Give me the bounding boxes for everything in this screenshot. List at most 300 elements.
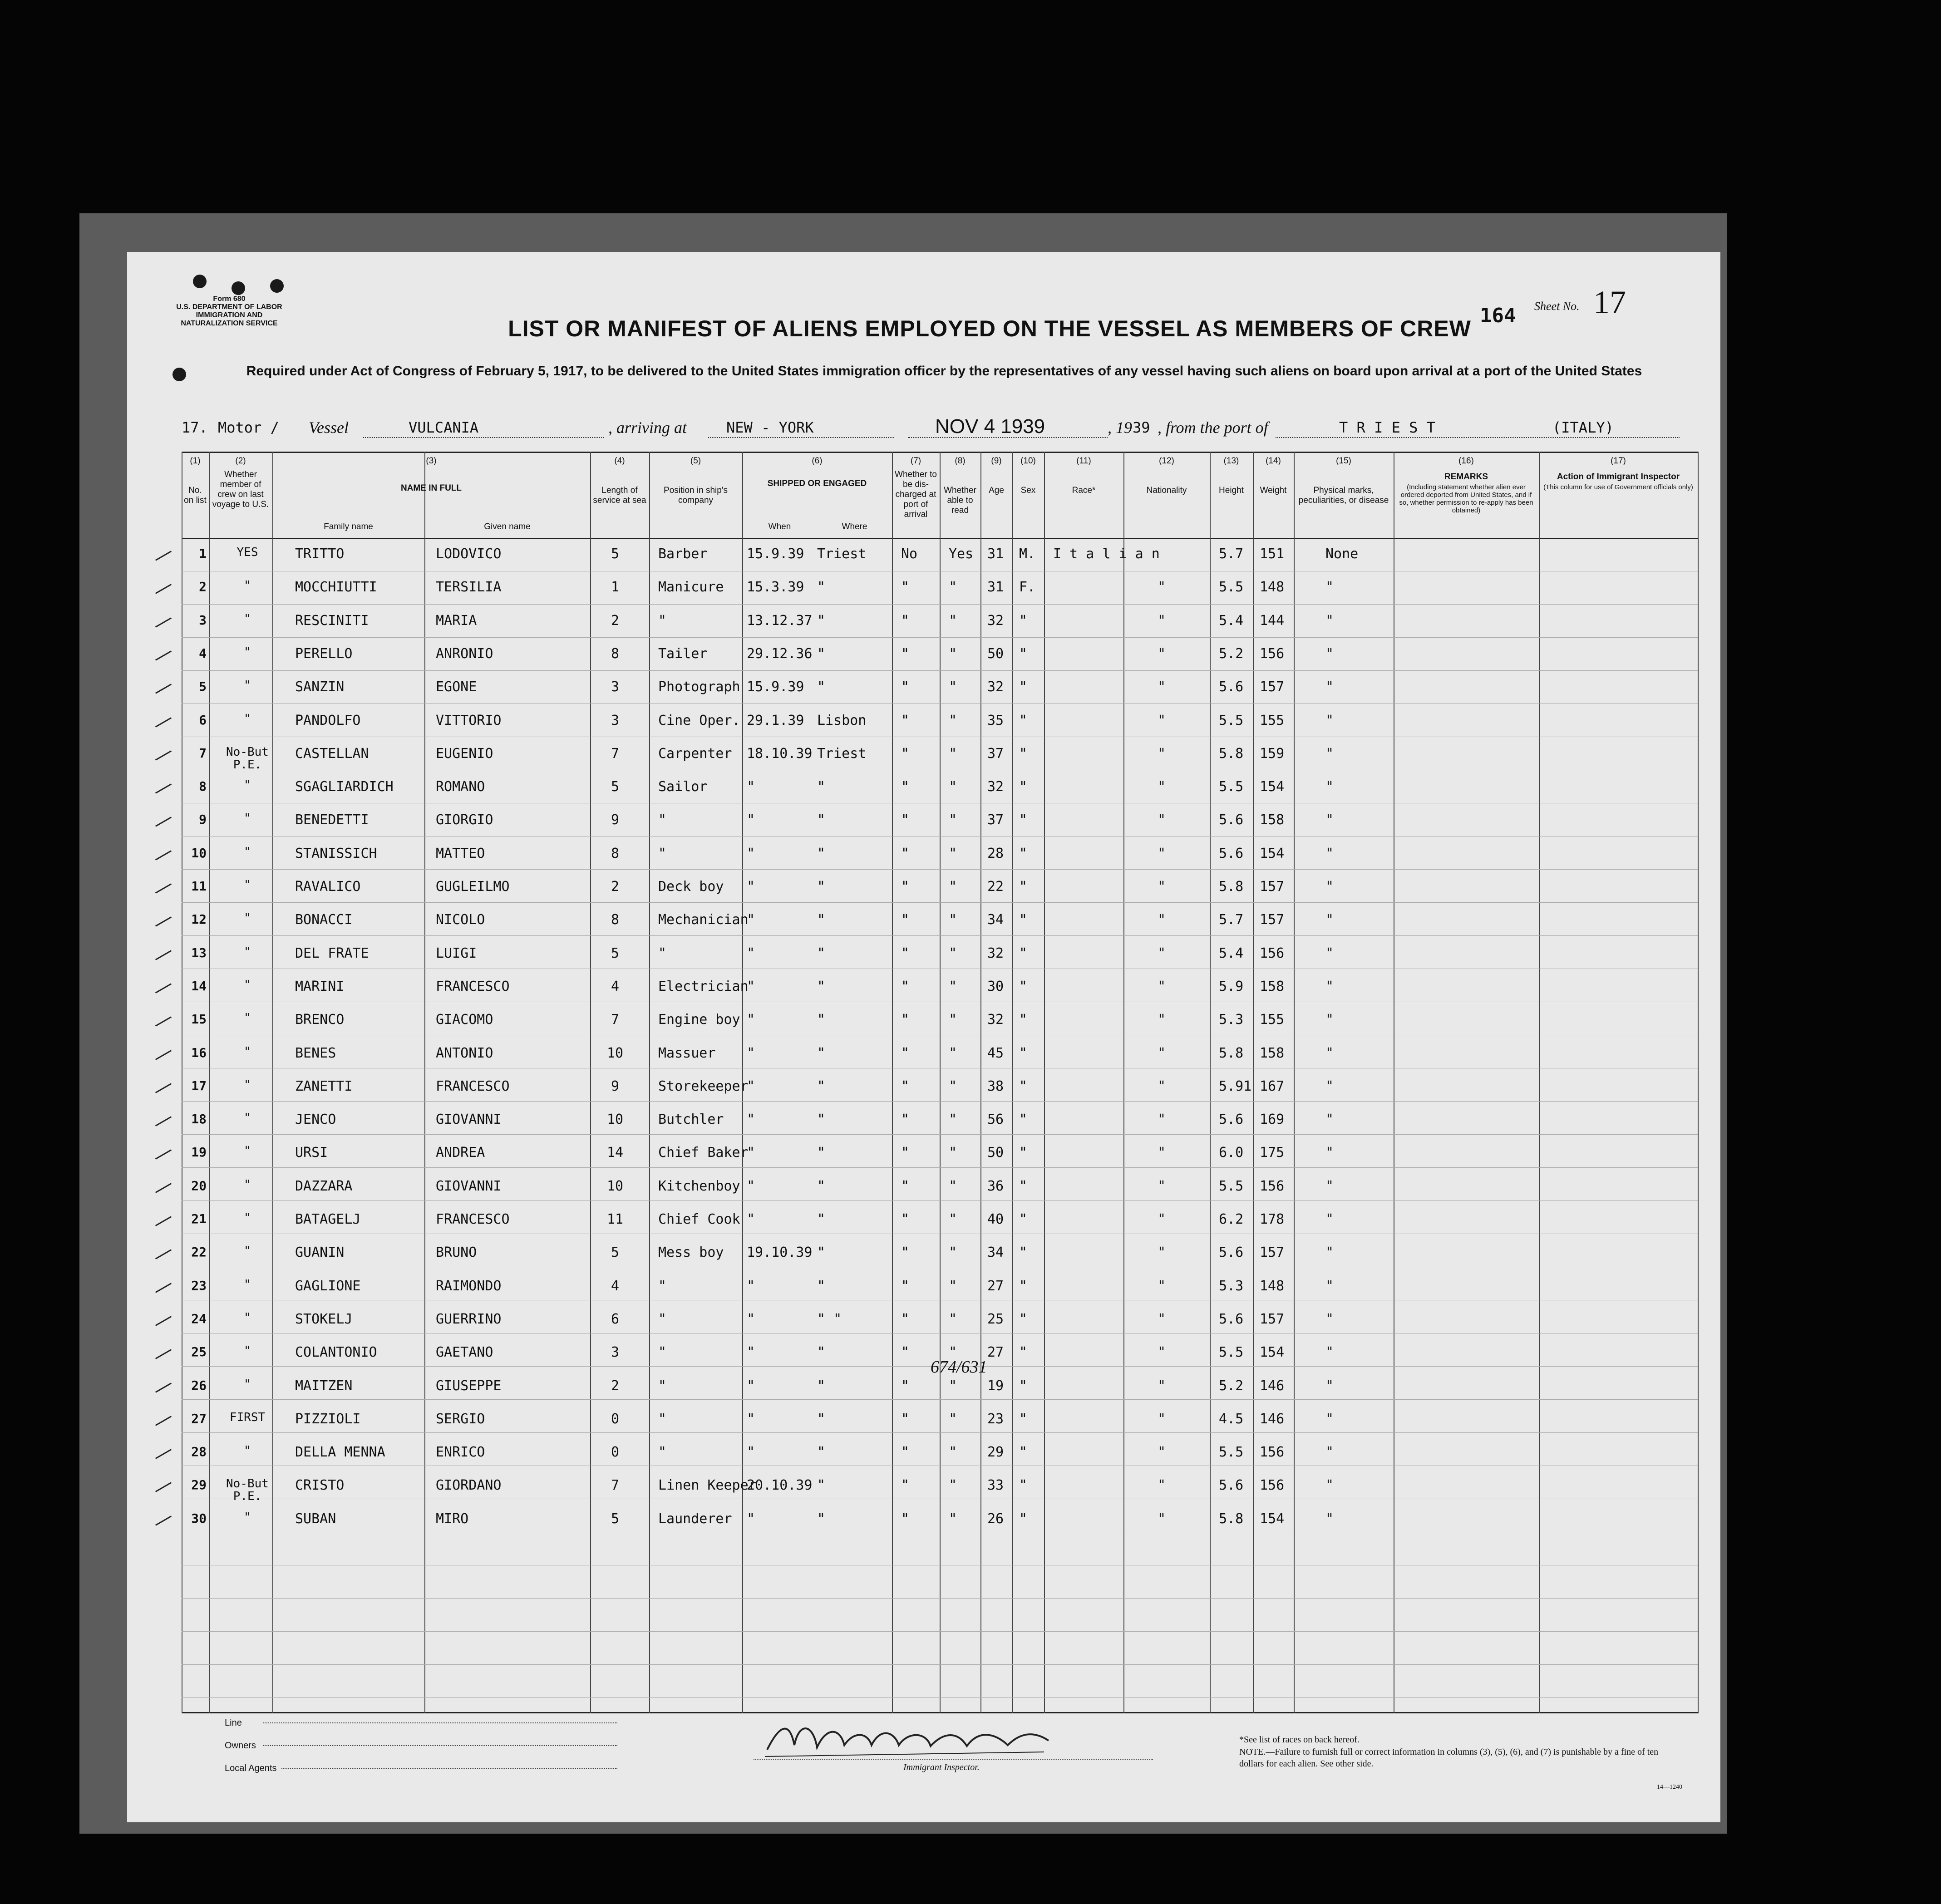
cell-sex: " xyxy=(1019,679,1028,695)
header-c12-number: (12) xyxy=(1159,456,1174,466)
cell-family: DELLA MENNA xyxy=(295,1444,385,1461)
cell-disch: " xyxy=(901,945,910,961)
cell-marks: " xyxy=(1325,1510,1334,1527)
vessel-name-line xyxy=(363,419,604,438)
cell-marks: " xyxy=(1325,1444,1334,1461)
cell-when: 18.10.39 xyxy=(747,745,813,762)
check-mark xyxy=(155,783,172,794)
cell-marks: " xyxy=(1325,1078,1334,1094)
cell-where: " xyxy=(817,1211,826,1227)
cell-crew: " xyxy=(244,645,251,659)
cell-service: 14 xyxy=(606,1145,624,1161)
header-family-name: Family name xyxy=(324,522,373,531)
cell-nat: " xyxy=(1158,779,1166,795)
cell-marks: " xyxy=(1325,1112,1334,1128)
cell-disch: " xyxy=(901,1112,910,1128)
cell-family: CASTELLAN xyxy=(295,745,369,762)
manifest-sheet xyxy=(127,252,1720,1822)
header-where: Where xyxy=(842,522,867,531)
header-c2-number: (2) xyxy=(235,456,246,466)
cell-height: 5.6 xyxy=(1219,1245,1244,1261)
cell-weight: 154 xyxy=(1260,779,1285,795)
column-rule xyxy=(1012,452,1013,1713)
cell-marks: " xyxy=(1325,945,1334,961)
cell-service: 8 xyxy=(611,645,620,662)
cell-marks: " xyxy=(1325,1378,1334,1394)
row-number: 17 xyxy=(191,1078,207,1093)
cell-nat: " xyxy=(1158,645,1166,662)
cell-nat: " xyxy=(1158,845,1166,861)
cell-where: " xyxy=(817,1178,826,1194)
cell-sex: " xyxy=(1019,1411,1028,1427)
arrival-port: NEW - YORK xyxy=(726,419,814,436)
cell-crew: " xyxy=(244,1177,251,1191)
cell-weight: 144 xyxy=(1260,612,1285,629)
cell-where: " xyxy=(817,1045,826,1061)
cell-sex: " xyxy=(1019,1278,1028,1294)
row-rule xyxy=(182,1134,1698,1135)
cell-age: 37 xyxy=(987,745,1004,762)
check-mark xyxy=(155,750,172,761)
cell-nat: " xyxy=(1158,1510,1166,1527)
cell-read: " xyxy=(949,1245,957,1261)
cell-height: 5.8 xyxy=(1219,879,1244,895)
check-mark xyxy=(155,650,172,661)
cell-when: " xyxy=(747,1211,755,1227)
cell-marks: " xyxy=(1325,1045,1334,1061)
cell-given: GIUSEPPE xyxy=(436,1378,502,1394)
row-number: 15 xyxy=(191,1012,207,1027)
cell-age: 26 xyxy=(987,1510,1004,1527)
cell-marks: " xyxy=(1325,779,1334,795)
cell-when: 13.12.37 xyxy=(747,612,813,629)
cell-sex: " xyxy=(1019,912,1028,928)
header-c9-number: (9) xyxy=(991,456,1002,466)
cell-disch: " xyxy=(901,1012,910,1028)
cell-weight: 178 xyxy=(1260,1211,1285,1227)
cell-marks: " xyxy=(1325,1278,1334,1294)
cell-weight: 158 xyxy=(1260,812,1285,828)
cell-height: 5.5 xyxy=(1219,1178,1244,1194)
check-mark xyxy=(155,950,172,960)
cell-read: " xyxy=(949,579,957,595)
header-c15-label: Physical marks, peculiarities, or disease xyxy=(1298,486,1389,505)
arriving-label: , arriving at xyxy=(608,418,687,437)
signature-scribble xyxy=(763,1713,1058,1763)
form-number: Form 680 xyxy=(213,295,246,303)
header-c13-number: (13) xyxy=(1223,456,1239,466)
cell-height: 5.91 xyxy=(1219,1078,1252,1094)
cell-age: 40 xyxy=(987,1211,1004,1227)
cell-family: SGAGLIARDICH xyxy=(295,779,394,795)
cell-crew: " xyxy=(244,1011,251,1025)
row-number: 12 xyxy=(191,912,207,927)
check-mark xyxy=(155,717,172,728)
cell-age: 32 xyxy=(987,779,1004,795)
cell-age: 22 xyxy=(987,879,1004,895)
cell-given: BRUNO xyxy=(436,1245,477,1261)
cell-family: TRITTO xyxy=(295,546,345,562)
cell-service: 2 xyxy=(611,879,620,895)
cell-family: BATAGELJ xyxy=(295,1211,361,1227)
row-rule xyxy=(182,1432,1698,1433)
row-number: 29 xyxy=(191,1477,207,1493)
cell-sex: " xyxy=(1019,1078,1028,1094)
races-note: *See list of races on back hereof. xyxy=(1239,1735,1360,1745)
cell-service: 2 xyxy=(611,1378,620,1394)
year-value: 39 xyxy=(1133,419,1150,436)
row-rule xyxy=(182,902,1698,903)
sheet-stamp: 164 xyxy=(1480,304,1516,327)
row-number: 13 xyxy=(191,945,207,960)
cell-read: " xyxy=(949,779,957,795)
check-mark xyxy=(155,1150,172,1160)
cell-weight: 156 xyxy=(1260,1178,1285,1194)
cell-age: 27 xyxy=(987,1278,1004,1294)
cell-disch: " xyxy=(901,1444,910,1461)
cell-age: 27 xyxy=(987,1344,1004,1361)
cell-position: Launderer xyxy=(658,1510,732,1527)
row-rule xyxy=(182,1399,1698,1400)
cell-where: " xyxy=(817,1344,826,1361)
cell-where: " xyxy=(817,1245,826,1261)
cell-disch: " xyxy=(901,879,910,895)
cell-nat: " xyxy=(1158,912,1166,928)
cell-where: " xyxy=(817,1112,826,1128)
cell-service: 5 xyxy=(611,779,620,795)
cell-crew: " xyxy=(244,1310,251,1324)
cell-sex: " xyxy=(1019,1311,1028,1327)
cell-disch: No xyxy=(901,546,918,562)
cell-given: ROMANO xyxy=(436,779,485,795)
vessel-label: Vessel xyxy=(309,418,349,437)
cell-age: 32 xyxy=(987,945,1004,961)
cell-sex: " xyxy=(1019,1211,1028,1227)
cell-height: 5.6 xyxy=(1219,845,1244,861)
column-rule xyxy=(940,452,941,1713)
cell-position: Massuer xyxy=(658,1045,716,1061)
cell-position: Butchler xyxy=(658,1112,724,1128)
cell-when: " xyxy=(747,1344,755,1361)
cell-where: " xyxy=(817,612,826,629)
cell-weight: 157 xyxy=(1260,912,1285,928)
cell-where: Triest xyxy=(817,745,867,762)
cell-read: " xyxy=(949,879,957,895)
cell-given: NICOLO xyxy=(436,912,485,928)
cell-nat: " xyxy=(1158,1245,1166,1261)
cell-read: " xyxy=(949,745,957,762)
check-mark xyxy=(155,1349,172,1359)
row-number: 6 xyxy=(199,712,207,728)
column-rule xyxy=(980,452,981,1713)
cell-where: " xyxy=(817,1411,826,1427)
cell-disch: " xyxy=(901,745,910,762)
cell-race: I t a l i a n xyxy=(1053,546,1160,562)
punch-hole xyxy=(193,275,207,288)
header-c14-label: Weight xyxy=(1260,486,1287,495)
cell-position: Cine Oper. xyxy=(658,712,740,728)
header-c7-number: (7) xyxy=(910,456,921,466)
cell-crew: No-But P.E. xyxy=(226,745,269,772)
cell-age: 37 xyxy=(987,812,1004,828)
cell-weight: 167 xyxy=(1260,1078,1285,1094)
cell-service: 5 xyxy=(611,1245,620,1261)
row-number: 21 xyxy=(191,1211,207,1226)
cell-given: GIACOMO xyxy=(436,1012,493,1028)
row-number: 25 xyxy=(191,1344,207,1360)
header-c10-label: Sex xyxy=(1020,486,1036,495)
cell-position: Electrician xyxy=(658,978,749,994)
cell-nat: " xyxy=(1158,1378,1166,1394)
cell-disch: " xyxy=(901,1411,910,1427)
cell-weight: 157 xyxy=(1260,1245,1285,1261)
row-number: 18 xyxy=(191,1112,207,1127)
check-mark xyxy=(155,1382,172,1393)
header-c15-number: (15) xyxy=(1336,456,1351,466)
document-subtitle: Required under Act of Congress of February 5, 1917, to be delivered to the United States immigration officer by the representatives of any vessel having such aliens on board upon arrival at a port of the United States xyxy=(246,364,1642,379)
cell-given: ANTONIO xyxy=(436,1045,493,1061)
cell-height: 5.5 xyxy=(1219,1344,1244,1361)
cell-where: " xyxy=(817,1510,826,1527)
cell-age: 30 xyxy=(987,978,1004,994)
cell-nat: " xyxy=(1158,1344,1166,1361)
cell-age: 50 xyxy=(987,1145,1004,1161)
cell-when: 20.10.39 xyxy=(747,1477,813,1494)
cell-sex: " xyxy=(1019,612,1028,629)
header-c16-detail: (Including statement whether alien ever ordered deported from United States, and if so, whether permission to re-apply has been obtained) xyxy=(1399,483,1533,514)
cell-crew: " xyxy=(244,1377,251,1391)
cell-position: Kitchenboy xyxy=(658,1178,740,1194)
column-rule xyxy=(424,452,425,1713)
cell-position: " xyxy=(658,1344,667,1361)
cell-nat: " xyxy=(1158,712,1166,728)
penalty-note: NOTE.—Failure to furnish full or correct information in columns (3), (5), (6), and (7) is punishable by a fine of ten dollars for each alien. See other side. xyxy=(1239,1747,1659,1769)
cell-service: 10 xyxy=(606,1178,624,1194)
cell-service: 3 xyxy=(611,679,620,695)
sheet-number-label: Sheet No. xyxy=(1534,300,1580,313)
cell-age: 32 xyxy=(987,1012,1004,1028)
cell-weight: 156 xyxy=(1260,1444,1285,1461)
check-mark xyxy=(155,1216,172,1226)
cell-sex: " xyxy=(1019,879,1028,895)
cell-when: " xyxy=(747,1411,755,1427)
cell-age: 34 xyxy=(987,912,1004,928)
cell-crew: " xyxy=(244,1277,251,1291)
cell-read: " xyxy=(949,1078,957,1094)
cell-sex: " xyxy=(1019,1510,1028,1527)
cell-nat: " xyxy=(1158,945,1166,961)
cell-disch: " xyxy=(901,712,910,728)
cell-where: " xyxy=(817,779,826,795)
cell-family: STOKELJ xyxy=(295,1311,353,1327)
row-rule xyxy=(182,1631,1698,1632)
vessel-prefix: 17. xyxy=(182,419,208,436)
cell-family: MARINI xyxy=(295,978,345,994)
cell-sex: " xyxy=(1019,945,1028,961)
cell-read: " xyxy=(949,945,957,961)
cell-crew: " xyxy=(244,579,251,593)
cell-age: 29 xyxy=(987,1444,1004,1461)
cell-family: DAZZARA xyxy=(295,1178,353,1194)
header-c8-label: Whether able to read xyxy=(944,486,976,515)
cell-weight: 148 xyxy=(1260,579,1285,595)
row-number: 28 xyxy=(191,1444,207,1460)
cell-where: " xyxy=(817,812,826,828)
cell-given: VITTORIO xyxy=(436,712,502,728)
year-label: , 19 xyxy=(1108,418,1132,437)
cell-family: RESCINITI xyxy=(295,612,369,629)
header-c5-number: (5) xyxy=(690,456,701,466)
cell-nat: " xyxy=(1158,879,1166,895)
cell-crew: " xyxy=(244,978,251,992)
cell-position: Tailer xyxy=(658,645,708,662)
cell-height: 5.6 xyxy=(1219,812,1244,828)
cell-height: 5.3 xyxy=(1219,1012,1244,1028)
cell-position: " xyxy=(658,1278,667,1294)
cell-family: BENES xyxy=(295,1045,336,1061)
check-mark xyxy=(155,1183,172,1193)
document-title: LIST OR MANIFEST OF ALIENS EMPLOYED ON THE VESSEL AS MEMBERS OF CREW xyxy=(508,316,1471,341)
cell-read: " xyxy=(949,1012,957,1028)
cell-disch: " xyxy=(901,1378,910,1394)
cell-family: GUANIN xyxy=(295,1245,345,1261)
cell-crew: " xyxy=(244,679,251,693)
footer-line-label: Line xyxy=(225,1718,242,1728)
cell-read: " xyxy=(949,645,957,662)
cell-where: " xyxy=(817,1145,826,1161)
sheet-number-value: 17 xyxy=(1593,284,1626,320)
cell-marks: " xyxy=(1325,1311,1334,1327)
cell-family: ZANETTI xyxy=(295,1078,353,1094)
cell-weight: 151 xyxy=(1260,546,1285,562)
cell-when: 15.9.39 xyxy=(747,546,804,562)
row-rule xyxy=(182,670,1698,671)
cell-weight: 154 xyxy=(1260,1510,1285,1527)
punch-hole xyxy=(172,368,186,381)
cell-read: " xyxy=(949,612,957,629)
cell-disch: " xyxy=(901,1278,910,1294)
column-rule xyxy=(1253,452,1254,1713)
cell-sex: " xyxy=(1019,1145,1028,1161)
cell-when: 19.10.39 xyxy=(747,1245,813,1261)
cell-service: 7 xyxy=(611,745,620,762)
check-mark xyxy=(155,1416,172,1426)
cell-family: RAVALICO xyxy=(295,879,361,895)
cell-position: Chief Baker xyxy=(658,1145,749,1161)
cell-position: " xyxy=(658,812,667,828)
row-number: 27 xyxy=(191,1411,207,1426)
cell-age: 35 xyxy=(987,712,1004,728)
cell-nat: " xyxy=(1158,1078,1166,1094)
cell-weight: 156 xyxy=(1260,945,1285,961)
cell-given: ANRONIO xyxy=(436,645,493,662)
cell-given: GIOVANNI xyxy=(436,1112,502,1128)
cell-crew: " xyxy=(244,1077,251,1092)
cell-read: " xyxy=(949,1444,957,1461)
cell-crew: No-But P.E. xyxy=(226,1477,269,1504)
cell-position: Chief Cook xyxy=(658,1211,740,1227)
row-rule xyxy=(182,1200,1698,1201)
cell-disch: " xyxy=(901,912,910,928)
cell-position: " xyxy=(658,1378,667,1394)
cell-when: " xyxy=(747,1278,755,1294)
cell-when: " xyxy=(747,1444,755,1461)
cell-position: " xyxy=(658,612,667,629)
cell-when: " xyxy=(747,845,755,861)
row-number: 30 xyxy=(191,1510,207,1526)
cell-service: 8 xyxy=(611,845,620,861)
header-given-name: Given name xyxy=(484,522,531,531)
row-rule xyxy=(182,637,1698,638)
cell-read: " xyxy=(949,712,957,728)
row-number: 2 xyxy=(199,579,207,595)
header-c10-number: (10) xyxy=(1020,456,1036,466)
cell-height: 5.8 xyxy=(1219,1510,1244,1527)
cell-age: 25 xyxy=(987,1311,1004,1327)
cell-where: " xyxy=(817,1278,826,1294)
cell-nat: " xyxy=(1158,1112,1166,1128)
cell-when: " xyxy=(747,1145,755,1161)
cell-read: " xyxy=(949,1378,957,1394)
cell-service: 6 xyxy=(611,1311,620,1327)
cell-given: GIORGIO xyxy=(436,812,493,828)
cell-position: " xyxy=(658,1444,667,1461)
cell-given: GIOVANNI xyxy=(436,1178,502,1194)
check-mark xyxy=(155,551,172,561)
header-c2-label: Whether member of crew on last voyage to U.S. xyxy=(212,470,269,509)
cell-family: DEL FRATE xyxy=(295,945,369,961)
cell-height: 5.6 xyxy=(1219,1311,1244,1327)
cell-marks: None xyxy=(1325,546,1359,562)
cell-disch: " xyxy=(901,1510,910,1527)
cell-disch: " xyxy=(901,1344,910,1361)
footer-line-rule xyxy=(263,1722,617,1723)
cell-when: " xyxy=(747,945,755,961)
cell-disch: " xyxy=(901,612,910,629)
row-number: 26 xyxy=(191,1378,207,1393)
cell-position: " xyxy=(658,1311,667,1327)
cell-crew: " xyxy=(244,1444,251,1458)
cell-nat: " xyxy=(1158,579,1166,595)
cell-marks: " xyxy=(1325,1411,1334,1427)
row-number: 8 xyxy=(199,779,207,794)
cell-given: GUERRINO xyxy=(436,1311,502,1327)
cell-family: SANZIN xyxy=(295,679,345,695)
check-mark xyxy=(155,1116,172,1127)
header-c4-label: Length of service at sea xyxy=(593,486,646,505)
from-port-line xyxy=(1276,419,1680,438)
row-number: 7 xyxy=(199,745,207,761)
check-mark xyxy=(155,684,172,694)
cell-when: " xyxy=(747,779,755,795)
row-number: 20 xyxy=(191,1178,207,1193)
cell-given: LUIGI xyxy=(436,945,477,961)
cell-nat: " xyxy=(1158,1278,1166,1294)
inspector-label: Immigrant Inspector. xyxy=(903,1762,980,1772)
cell-when: " xyxy=(747,1078,755,1094)
check-mark xyxy=(155,1316,172,1326)
cell-given: MATTEO xyxy=(436,845,485,861)
header-c17-number: (17) xyxy=(1611,456,1626,466)
check-mark xyxy=(155,1083,172,1093)
row-number: 11 xyxy=(191,879,207,894)
cell-weight: 156 xyxy=(1260,1477,1285,1494)
cell-marks: " xyxy=(1325,679,1334,695)
cell-when: 29.12.36 xyxy=(747,645,813,662)
cell-position: " xyxy=(658,1411,667,1427)
cell-sex: " xyxy=(1019,645,1028,662)
cell-sex: F. xyxy=(1019,579,1036,595)
